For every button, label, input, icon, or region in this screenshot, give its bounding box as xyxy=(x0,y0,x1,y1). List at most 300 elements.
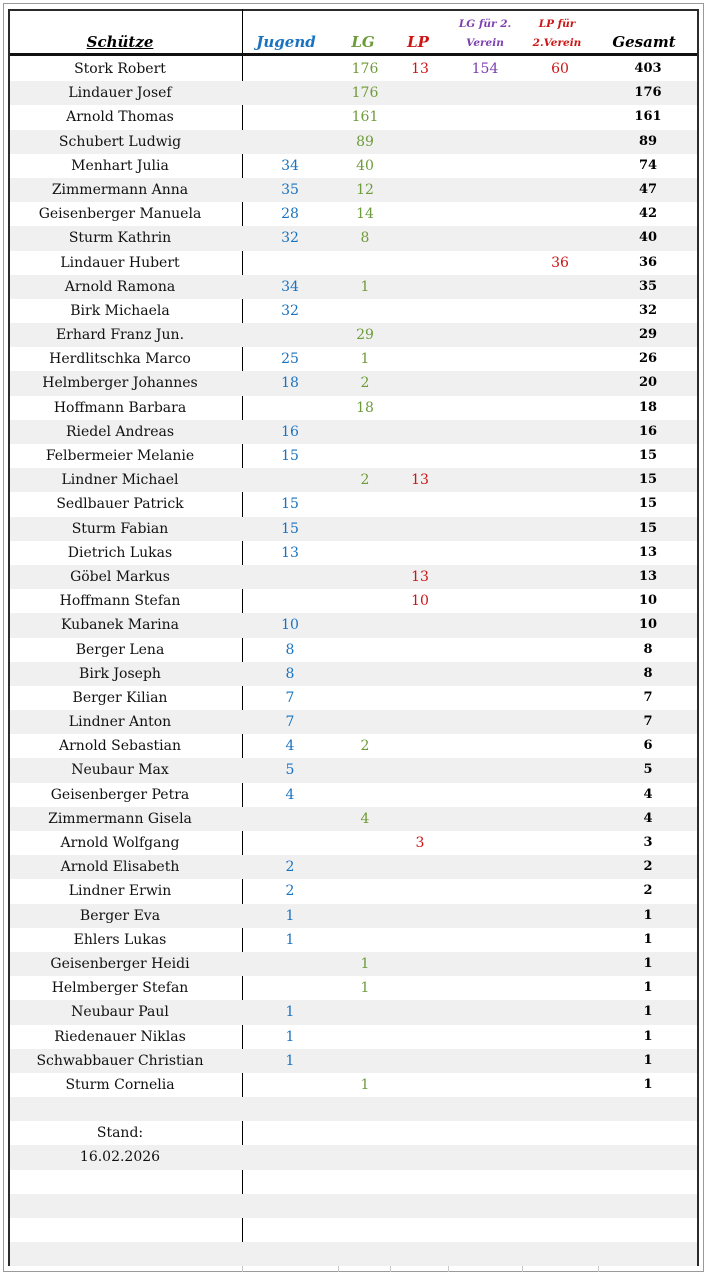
cell-jugend xyxy=(250,1145,330,1169)
table-row xyxy=(10,879,697,903)
cell-gesamt xyxy=(608,1097,688,1121)
cell-lg-2-verein xyxy=(445,178,525,202)
table-row xyxy=(10,299,697,323)
cell-lg: 1 xyxy=(360,955,370,972)
cell-lp-2-verein xyxy=(520,686,600,710)
cell-name: Arnold Thomas xyxy=(66,109,174,126)
table-row xyxy=(10,589,697,613)
cell-lg-2-verein xyxy=(445,1145,525,1169)
cell-gesamt: 26 xyxy=(638,351,658,367)
table-row xyxy=(10,952,697,976)
cell-lg-2-verein xyxy=(445,105,525,129)
table-row xyxy=(10,396,697,420)
cell-jugend: 13 xyxy=(281,544,299,561)
cell-lg-2-verein xyxy=(445,904,525,928)
cell-lg-2-verein xyxy=(445,1073,525,1097)
table-header xyxy=(10,11,697,53)
cell-lg: 161 xyxy=(351,109,379,126)
table-row xyxy=(10,57,697,81)
cell-lp-2-verein xyxy=(520,444,600,468)
cell-jugend: 35 xyxy=(281,181,299,198)
cell-gesamt: 10 xyxy=(638,593,658,609)
cell-name: Berger Lena xyxy=(75,641,165,658)
cell-jugend: 2 xyxy=(285,859,295,876)
table-row xyxy=(10,105,697,129)
cell-name: Geisenberger Petra xyxy=(50,786,190,803)
cell-gesamt: 40 xyxy=(638,230,658,246)
cell-lg-2-verein xyxy=(445,613,525,637)
cell-jugend xyxy=(250,105,330,129)
cell-name: Neubaur Max xyxy=(71,762,169,779)
header-jugend: Jugend xyxy=(256,33,316,51)
cell-lp-2-verein xyxy=(520,371,600,395)
gridline-tick xyxy=(522,1266,523,1272)
table-row xyxy=(10,347,697,371)
cell-jugend: 2 xyxy=(285,883,295,900)
cell-lp-2-verein xyxy=(520,154,600,178)
cell-name: Geisenberger Heidi xyxy=(50,955,190,972)
cell-lg: 18 xyxy=(356,399,374,416)
cell-gesamt: 13 xyxy=(638,568,658,584)
cell-gesamt xyxy=(608,1194,688,1218)
table-row xyxy=(10,807,697,831)
gridline-tick xyxy=(242,1266,243,1272)
table-row xyxy=(10,976,697,1000)
cell-name: Birk Michaela xyxy=(70,302,170,319)
cell-gesamt: 10 xyxy=(638,617,658,633)
cell-name: Schubert Ludwig xyxy=(58,133,182,150)
cell-lg-2-verein xyxy=(445,855,525,879)
cell-jugend: 7 xyxy=(285,689,295,706)
cell-jugend xyxy=(250,396,330,420)
cell-gesamt: 1 xyxy=(643,1052,653,1068)
cell-name: Zimmermann Gisela xyxy=(48,810,192,827)
table-row xyxy=(10,928,697,952)
cell-lg-2-verein xyxy=(445,1049,525,1073)
cell-gesamt: 8 xyxy=(643,641,653,657)
cell-lg-2-verein xyxy=(445,662,525,686)
cell-jugend: 1 xyxy=(285,907,295,924)
cell-jugend: 15 xyxy=(281,496,299,513)
cell-lg-2-verein xyxy=(445,251,525,275)
cell-name xyxy=(10,1097,230,1121)
cell-gesamt: 16 xyxy=(638,423,658,439)
cell-lp-2-verein xyxy=(520,517,600,541)
cell-gesamt: 403 xyxy=(634,61,662,76)
cell-jugend xyxy=(250,1121,330,1145)
cell-lg-2-verein xyxy=(445,347,525,371)
cell-gesamt: 1 xyxy=(643,955,653,971)
cell-gesamt: 1 xyxy=(643,1028,653,1044)
cell-name: Helmberger Stefan xyxy=(51,980,189,997)
cell-gesamt xyxy=(608,1121,688,1145)
cell-jugend xyxy=(250,1097,330,1121)
cell-gesamt xyxy=(608,1218,688,1242)
cell-gesamt: 4 xyxy=(643,786,653,802)
cell-lp-2-verein xyxy=(520,928,600,952)
table-body xyxy=(10,57,697,1266)
cell-lp-2-verein xyxy=(520,976,600,1000)
cell-name: Lindner Erwin xyxy=(68,883,172,900)
cell-lp-2-verein xyxy=(520,1049,600,1073)
cell-gesamt: 1 xyxy=(643,1004,653,1020)
table-row xyxy=(10,420,697,444)
table-row xyxy=(10,1121,697,1145)
cell-gesamt: 8 xyxy=(643,665,653,681)
header-lp-2-verein-line2: 2.Verein xyxy=(532,37,582,49)
header-lp-2-verein-line1: LP für xyxy=(538,18,576,30)
cell-jugend: 18 xyxy=(281,375,299,392)
gridline-tick xyxy=(448,1266,449,1272)
table-row xyxy=(10,492,697,516)
cell-lg-2-verein xyxy=(445,468,525,492)
cell-lp: 3 xyxy=(415,835,425,851)
cell-jugend: 8 xyxy=(285,641,295,658)
cell-jugend: 7 xyxy=(285,714,295,731)
cell-lp-2-verein xyxy=(520,1073,600,1097)
table-row xyxy=(10,1218,697,1242)
cell-lg: 2 xyxy=(360,472,370,489)
cell-lp-2-verein xyxy=(520,105,600,129)
table-row xyxy=(10,130,697,154)
cell-name: Dietrich Lukas xyxy=(67,544,173,561)
cell-lg-2-verein xyxy=(445,758,525,782)
cell-lp-2-verein xyxy=(520,565,600,589)
header-gesamt: Gesamt xyxy=(612,33,676,51)
cell-lg: 1 xyxy=(360,1076,370,1093)
table-row xyxy=(10,1000,697,1024)
table-row xyxy=(10,371,697,395)
cell-lg-2-verein xyxy=(445,202,525,226)
cell-jugend: 34 xyxy=(281,278,299,295)
cell-lp-2-verein xyxy=(520,323,600,347)
cell-lp-2-verein xyxy=(520,1097,600,1121)
cell-lp-2-verein xyxy=(520,420,600,444)
cell-jugend: 1 xyxy=(285,1052,295,1069)
cell-lp-2-verein xyxy=(520,662,600,686)
cell-jugend xyxy=(250,952,330,976)
cell-jugend xyxy=(250,130,330,154)
cell-name: Menhart Julia xyxy=(71,157,169,174)
cell-lg: 1 xyxy=(360,980,370,997)
cell-gesamt: 1 xyxy=(643,980,653,996)
cell-lg-2-verein xyxy=(445,783,525,807)
cell-jugend: 1 xyxy=(285,931,295,948)
cell-jugend: 1 xyxy=(285,1004,295,1021)
cell-lg-2-verein xyxy=(445,1218,525,1242)
table-row xyxy=(10,468,697,492)
cell-gesamt: 29 xyxy=(638,327,658,343)
cell-name: Helmberger Johannes xyxy=(42,375,198,392)
cell-lp: 13 xyxy=(411,568,429,585)
table-row xyxy=(10,686,697,710)
cell-name: Sturm Cornelia xyxy=(65,1076,175,1093)
cell-jugend xyxy=(250,807,330,831)
cell-lg-2-verein xyxy=(445,1097,525,1121)
cell-lg-2-verein xyxy=(445,734,525,758)
cell-name: Riedenauer Niklas xyxy=(54,1028,186,1045)
cell-gesamt: 6 xyxy=(643,738,653,754)
cell-lg: 1 xyxy=(360,278,370,295)
table-row xyxy=(10,638,697,662)
table-row xyxy=(10,323,697,347)
cell-lp-2-verein xyxy=(520,1170,600,1194)
cell-lg-2-verein xyxy=(445,154,525,178)
cell-lg-2-verein xyxy=(445,444,525,468)
table-row xyxy=(10,275,697,299)
cell-lg: 2 xyxy=(360,738,370,755)
cell-name: Lindner Anton xyxy=(68,714,172,731)
cell-jugend xyxy=(250,468,330,492)
cell-lg: 8 xyxy=(360,230,370,247)
table-row xyxy=(10,758,697,782)
cell-gesamt: 74 xyxy=(638,157,658,173)
cell-name xyxy=(10,1218,230,1242)
cell-jugend: 4 xyxy=(285,738,295,755)
cell-lp-2-verein: 36 xyxy=(551,254,569,271)
cell-name: Geisenberger Manuela xyxy=(38,206,202,223)
cell-lg-2-verein xyxy=(445,686,525,710)
cell-lg-2-verein xyxy=(445,1025,525,1049)
cell-lp-2-verein xyxy=(520,396,600,420)
cell-gesamt: 35 xyxy=(638,278,658,294)
cell-jugend: 4 xyxy=(285,786,295,803)
table-row xyxy=(10,1025,697,1049)
cell-lp-2-verein xyxy=(520,831,600,855)
cell-jugend xyxy=(250,565,330,589)
cell-jugend: 1 xyxy=(285,1028,295,1045)
cell-name: Lindauer Josef xyxy=(68,85,172,102)
cell-name: Felbermeier Melanie xyxy=(45,448,195,464)
cell-jugend: 34 xyxy=(281,157,299,174)
cell-lg-2-verein xyxy=(445,928,525,952)
cell-jugend xyxy=(250,1218,330,1242)
table-row xyxy=(10,154,697,178)
header-underline xyxy=(10,53,697,56)
table-row xyxy=(10,662,697,686)
header-lg-2-verein-line2: Verein xyxy=(466,37,504,49)
cell-gesamt: 89 xyxy=(638,133,658,149)
cell-lp-2-verein xyxy=(520,130,600,154)
cell-name: Berger Kilian xyxy=(72,689,168,706)
table-row xyxy=(10,202,697,226)
table-row xyxy=(10,904,697,928)
cell-lp-2-verein xyxy=(520,807,600,831)
table-row xyxy=(10,1145,697,1169)
cell-name: Lindauer Hubert xyxy=(60,254,180,271)
cell-lp: 13 xyxy=(411,61,429,77)
cell-gesamt: 5 xyxy=(643,762,653,778)
header-lg-2-verein xyxy=(450,15,520,53)
cell-gesamt: 2 xyxy=(643,883,653,899)
cell-lg-2-verein xyxy=(445,710,525,734)
cell-lg-2-verein xyxy=(445,323,525,347)
cell-jugend xyxy=(250,589,330,613)
table-row xyxy=(10,783,697,807)
cell-jugend: 16 xyxy=(281,423,299,440)
header-lg-2-verein-line1: LG für 2. xyxy=(458,18,512,30)
table-row xyxy=(10,1194,697,1218)
table-row xyxy=(10,734,697,758)
cell-gesamt: 2 xyxy=(643,859,653,875)
cell-lp-2-verein xyxy=(520,178,600,202)
cell-name: Göbel Markus xyxy=(70,568,170,585)
cell-gesamt xyxy=(608,1145,688,1169)
cell-gesamt: 7 xyxy=(643,714,653,730)
cell-jugend xyxy=(250,1242,330,1266)
cell-lg: 14 xyxy=(356,206,374,223)
table-row xyxy=(10,1097,697,1121)
cell-lp-2-verein xyxy=(520,299,600,323)
cell-lg-2-verein xyxy=(445,1121,525,1145)
cell-name: Sedlbauer Patrick xyxy=(56,496,184,513)
cell-gesamt: 161 xyxy=(634,109,662,125)
cell-jugend xyxy=(250,323,330,347)
cell-gesamt: 42 xyxy=(638,206,658,222)
cell-jugend: 10 xyxy=(281,617,299,634)
cell-lp-2-verein xyxy=(520,952,600,976)
cell-lp-2-verein xyxy=(520,1194,600,1218)
table-row xyxy=(10,226,697,250)
cell-lp-2-verein xyxy=(520,734,600,758)
cell-lg-2-verein xyxy=(445,638,525,662)
cell-lg-2-verein xyxy=(445,1000,525,1024)
cell-lp-2-verein xyxy=(520,492,600,516)
table-row xyxy=(10,178,697,202)
cell-lg-2-verein xyxy=(445,952,525,976)
cell-gesamt: 176 xyxy=(634,85,662,101)
header-lp-2-verein xyxy=(525,15,589,53)
cell-lg: 2 xyxy=(360,375,370,392)
cell-lg: 40 xyxy=(356,157,374,174)
cell-lp-2-verein xyxy=(520,1145,600,1169)
cell-jugend: 25 xyxy=(281,351,299,368)
table-row xyxy=(10,613,697,637)
cell-jugend: 32 xyxy=(281,302,299,319)
cell-lg-2-verein xyxy=(445,879,525,903)
table-row xyxy=(10,565,697,589)
cell-lp-2-verein xyxy=(520,202,600,226)
cell-name: Herdlitschka Marco xyxy=(49,351,191,368)
table-row xyxy=(10,1049,697,1073)
cell-lg-2-verein xyxy=(445,1242,525,1266)
table-row xyxy=(10,710,697,734)
cell-gesamt xyxy=(608,1242,688,1266)
cell-jugend: 32 xyxy=(281,230,299,247)
cell-lp-2-verein xyxy=(520,1242,600,1266)
cell-name: Stand: xyxy=(96,1125,144,1142)
header-lg: LG xyxy=(351,33,375,51)
cell-lg: 89 xyxy=(356,133,374,150)
cell-lp-2-verein xyxy=(520,541,600,565)
cell-lp-2-verein xyxy=(520,1121,600,1145)
cell-lp-2-verein xyxy=(520,879,600,903)
table-row xyxy=(10,81,697,105)
cell-lp: 13 xyxy=(411,472,429,489)
cell-name: Sturm Kathrin xyxy=(68,230,172,247)
cell-name: Lindner Michael xyxy=(61,472,179,489)
cell-lg-2-verein: 154 xyxy=(471,61,499,77)
cell-lg-2-verein xyxy=(445,807,525,831)
cell-gesamt: 36 xyxy=(638,254,658,270)
cell-name: Schwabbauer Christian xyxy=(36,1052,204,1069)
cell-jugend: 8 xyxy=(285,665,295,682)
cell-lg-2-verein xyxy=(445,976,525,1000)
cell-gesamt: 15 xyxy=(638,448,658,463)
cell-jugend: 28 xyxy=(281,206,299,223)
cell-name: Berger Eva xyxy=(79,907,161,924)
cell-lg-2-verein xyxy=(445,275,525,299)
cell-lg: 29 xyxy=(356,327,374,344)
cell-lp-2-verein xyxy=(520,783,600,807)
cell-name: 16.02.2026 xyxy=(79,1149,161,1166)
table-row xyxy=(10,517,697,541)
cell-lp-2-verein xyxy=(520,226,600,250)
gridline-tick xyxy=(338,1266,339,1272)
table-row xyxy=(10,1170,697,1194)
cell-lg-2-verein xyxy=(445,541,525,565)
header-schuetze: Schütze xyxy=(86,33,154,51)
cell-jugend xyxy=(250,1073,330,1097)
table-row xyxy=(10,541,697,565)
cell-lp-2-verein xyxy=(520,1025,600,1049)
cell-name: Arnold Elisabeth xyxy=(60,859,180,876)
cell-name: Arnold Ramona xyxy=(64,278,176,295)
table-row xyxy=(10,831,697,855)
cell-lg-2-verein xyxy=(445,831,525,855)
cell-gesamt: 1 xyxy=(643,907,653,923)
cell-gesamt: 7 xyxy=(643,689,653,705)
table-row xyxy=(10,444,697,468)
cell-gesamt: 15 xyxy=(638,520,658,536)
cell-name: Arnold Sebastian xyxy=(59,738,181,755)
cell-name: Neubaur Paul xyxy=(71,1004,169,1021)
cell-lg: 1 xyxy=(360,351,370,368)
cell-name: Riedel Andreas xyxy=(65,423,175,440)
cell-lg-2-verein xyxy=(445,1170,525,1194)
cell-name xyxy=(10,1194,230,1218)
cell-lg-2-verein xyxy=(445,565,525,589)
cell-name xyxy=(10,1170,230,1194)
cell-name: Erhard Franz Jun. xyxy=(55,327,185,344)
cell-name: Hoffmann Barbara xyxy=(53,399,187,416)
cell-lp-2-verein xyxy=(520,613,600,637)
cell-gesamt: 3 xyxy=(643,835,653,850)
cell-jugend: 15 xyxy=(281,448,299,464)
cell-lp-2-verein xyxy=(520,347,600,371)
cell-lp-2-verein xyxy=(520,638,600,662)
cell-jugend xyxy=(250,57,330,81)
cell-jugend xyxy=(250,976,330,1000)
cell-lp: 10 xyxy=(411,593,429,610)
cell-gesamt: 4 xyxy=(643,810,653,826)
cell-lp-2-verein xyxy=(520,589,600,613)
table-row xyxy=(10,251,697,275)
cell-lg-2-verein xyxy=(445,226,525,250)
cell-gesamt: 1 xyxy=(643,1076,653,1092)
cell-name: Arnold Wolfgang xyxy=(60,835,180,851)
cell-name: Stork Robert xyxy=(74,61,166,77)
cell-jugend xyxy=(250,1194,330,1218)
cell-gesamt: 47 xyxy=(638,181,658,197)
cell-jugend: 15 xyxy=(281,520,299,537)
cell-name: Zimmermann Anna xyxy=(51,181,189,198)
cell-lp-2-verein xyxy=(520,758,600,782)
gridline-tick xyxy=(598,1266,599,1272)
cell-jugend xyxy=(250,251,330,275)
cell-name: Sturm Fabian xyxy=(71,520,169,537)
cell-lg-2-verein xyxy=(445,299,525,323)
